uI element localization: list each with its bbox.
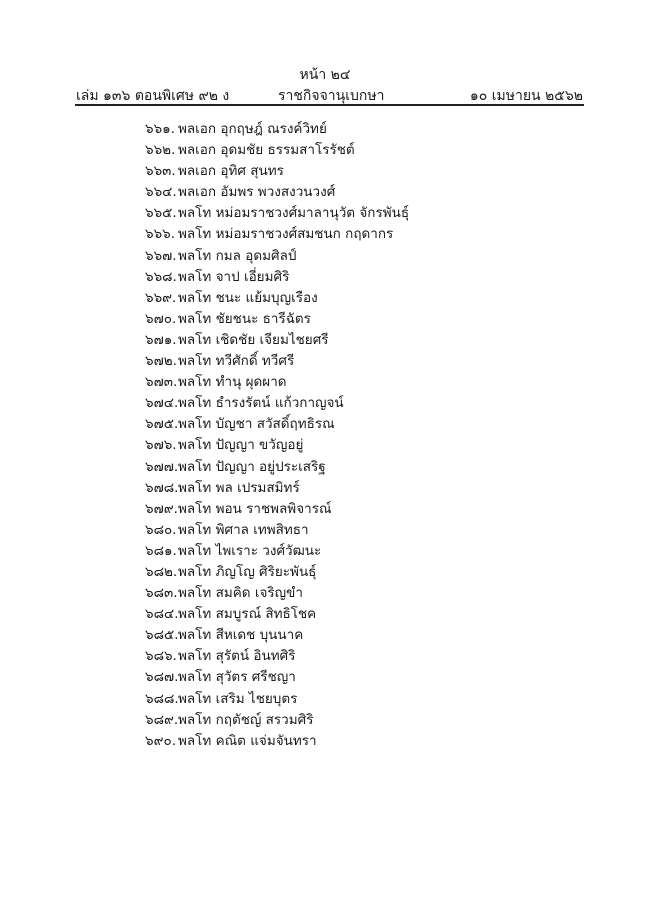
entry-number: ๖๗๑. — [145, 331, 177, 348]
entry-name: พลโท หม่อมราชวงศ์มาลานุวัต จักรพันธุ์ — [178, 205, 410, 222]
entry-name: พลโท พล เปรมสมิทร์ — [178, 479, 300, 496]
list-item — [145, 140, 409, 161]
entry-number: ๖๖๕. — [145, 205, 177, 222]
list-item — [145, 710, 409, 731]
list-item — [145, 414, 409, 435]
list-item — [145, 583, 409, 604]
entry-name: พลโท ปัญญา ขวัญอยู่ — [178, 437, 304, 454]
header-divider — [75, 104, 584, 106]
entry-number: ๖๖๗. — [145, 247, 177, 264]
entry-name: พลโท เสริม ไชยบุตร — [178, 690, 298, 707]
list-item — [145, 288, 409, 309]
list-item — [145, 604, 409, 625]
entry-name: พลโท เชิดชัย เจียมไชยศรี — [178, 331, 329, 348]
list-item — [145, 309, 409, 330]
list-item — [145, 393, 409, 414]
list-item — [145, 499, 409, 520]
entry-name: พลโท ไพเราะ วงศ์วัฒนะ — [178, 542, 322, 559]
entry-name: พลเอก อุกฤษฎ์ ณรงค์วิทย์ — [178, 121, 327, 137]
entry-number: ๖๗๗. — [145, 458, 179, 475]
name-list — [145, 119, 409, 752]
list-item — [145, 689, 409, 710]
entry-number: ๖๘๗. — [145, 669, 179, 686]
entry-number: ๖๘๑. — [145, 542, 177, 559]
list-item — [145, 224, 409, 245]
entry-name: พลโท พอน ราชพลพิจารณ์ — [178, 500, 332, 517]
entry-name: พลโท ธำรงรัตน์ แก้วกาญจน์ — [178, 395, 344, 412]
list-item — [145, 457, 409, 478]
entry-name: พลโท สมบูรณ์ สิทธิโชค — [178, 606, 317, 623]
list-item — [145, 246, 409, 267]
entry-number: ๖๘๙. — [145, 711, 179, 728]
entry-name: พลโท คณิต แจ่มจันทรา — [178, 732, 317, 749]
list-item — [145, 478, 409, 499]
entry-number: ๖๗๙. — [145, 500, 178, 517]
entry-number: ๖๖๖. — [145, 226, 175, 243]
list-item — [145, 161, 409, 182]
entry-name: พลเอก อัมพร พวงสงวนวงศ์ — [178, 184, 336, 201]
list-item — [145, 203, 409, 224]
entry-number: ๖๘๓. — [145, 585, 178, 602]
entry-number: ๖๗๔. — [145, 395, 179, 412]
page-number: หน้า ๒๔ — [299, 67, 351, 83]
entry-name: พลโท กมล อุดมศิลป์ — [178, 247, 297, 264]
list-item — [145, 330, 409, 351]
entry-number: ๖๗๐. — [145, 310, 177, 327]
publication-title: ราชกิจจานุเบกษา — [278, 88, 385, 104]
publication-date: ๑๐ เมษายน ๒๕๖๒ — [469, 88, 583, 104]
list-item — [145, 182, 409, 203]
volume-info: เล่ม ๑๓๖ ตอนพิเศษ ๙๒ ง — [76, 88, 230, 104]
entry-number: ๖๙๐. — [145, 732, 176, 749]
entry-number: ๖๖๘. — [145, 268, 177, 285]
entry-number: ๖๘๖. — [145, 648, 177, 665]
entry-name: พลโท ปัญญา อยู่ประเสริฐ — [178, 458, 326, 475]
entry-number: ๖๗๓. — [145, 374, 178, 391]
entry-name: พลโท ชัยชนะ ธารีฉัตร — [178, 310, 311, 327]
list-item — [145, 119, 409, 140]
entry-number: ๖๖๒. — [145, 142, 176, 159]
list-item — [145, 541, 409, 562]
list-item — [145, 520, 409, 541]
entry-name: พลเอก อุทิศ สุนทร — [178, 163, 284, 180]
list-item — [145, 562, 409, 583]
entry-name: พลโท สุรัตน์ อินทศิริ — [178, 648, 296, 665]
entry-name: พลโท สุวัตร ศรีชญา — [178, 669, 296, 686]
entry-name: พลโท พิศาล เทพสิทธา — [178, 521, 309, 538]
entry-number: ๖๘๒. — [145, 563, 178, 580]
entry-name: พลเอก อุดมชัย ธรรมสาโรรัชต์ — [178, 142, 355, 159]
list-item — [145, 351, 409, 372]
entry-number: ๖๘๐. — [145, 521, 177, 538]
entry-name: พลโท บัญชา สวัสดิ์ฤทธิรณ — [178, 416, 335, 433]
entry-name: พลโท ภิญโญ ศิริยะพันธุ์ — [178, 563, 317, 580]
entry-number: ๖๖๓. — [145, 163, 176, 180]
entry-number: ๖๘๔. — [145, 606, 179, 623]
list-item — [145, 625, 409, 646]
entry-name: พลโท กฤตัชญ์ สรวมศิริ — [178, 711, 314, 728]
list-item — [145, 667, 409, 688]
list-item — [145, 435, 409, 456]
entry-name: พลโท ทวีศักดิ์ ทวีศรี — [178, 353, 295, 370]
entry-number: ๖๘๕. — [145, 627, 179, 644]
list-item — [145, 267, 409, 288]
entry-name: พลโท ชนะ แย้มบุญเรือง — [178, 289, 318, 306]
entry-number: ๖๗๖. — [145, 437, 177, 454]
entry-number: ๖๗๒. — [145, 353, 177, 370]
list-item — [145, 731, 409, 752]
entry-name: พลโท หม่อมราชวงศ์สมชนก กฤดากร — [178, 226, 394, 243]
entry-name: พลโท จาป เอี่ยมศิริ — [178, 268, 290, 285]
entry-number: ๖๖๑. — [145, 121, 175, 137]
entry-number: ๖๗๕. — [145, 416, 179, 433]
list-item — [145, 372, 409, 393]
entry-number: ๖๖๔. — [145, 184, 177, 201]
entry-number: ๖๘๘. — [145, 690, 179, 707]
entry-number: ๖๖๙. — [145, 289, 177, 306]
entry-name: พลโท ทำนุ ผุดผาด — [178, 374, 287, 391]
entry-name: พลโท สมคิด เจริญขำ — [178, 585, 303, 602]
entry-name: พลโท สีหเดช บุนนาค — [178, 627, 304, 644]
list-item — [145, 646, 409, 667]
entry-number: ๖๗๘. — [145, 479, 179, 496]
